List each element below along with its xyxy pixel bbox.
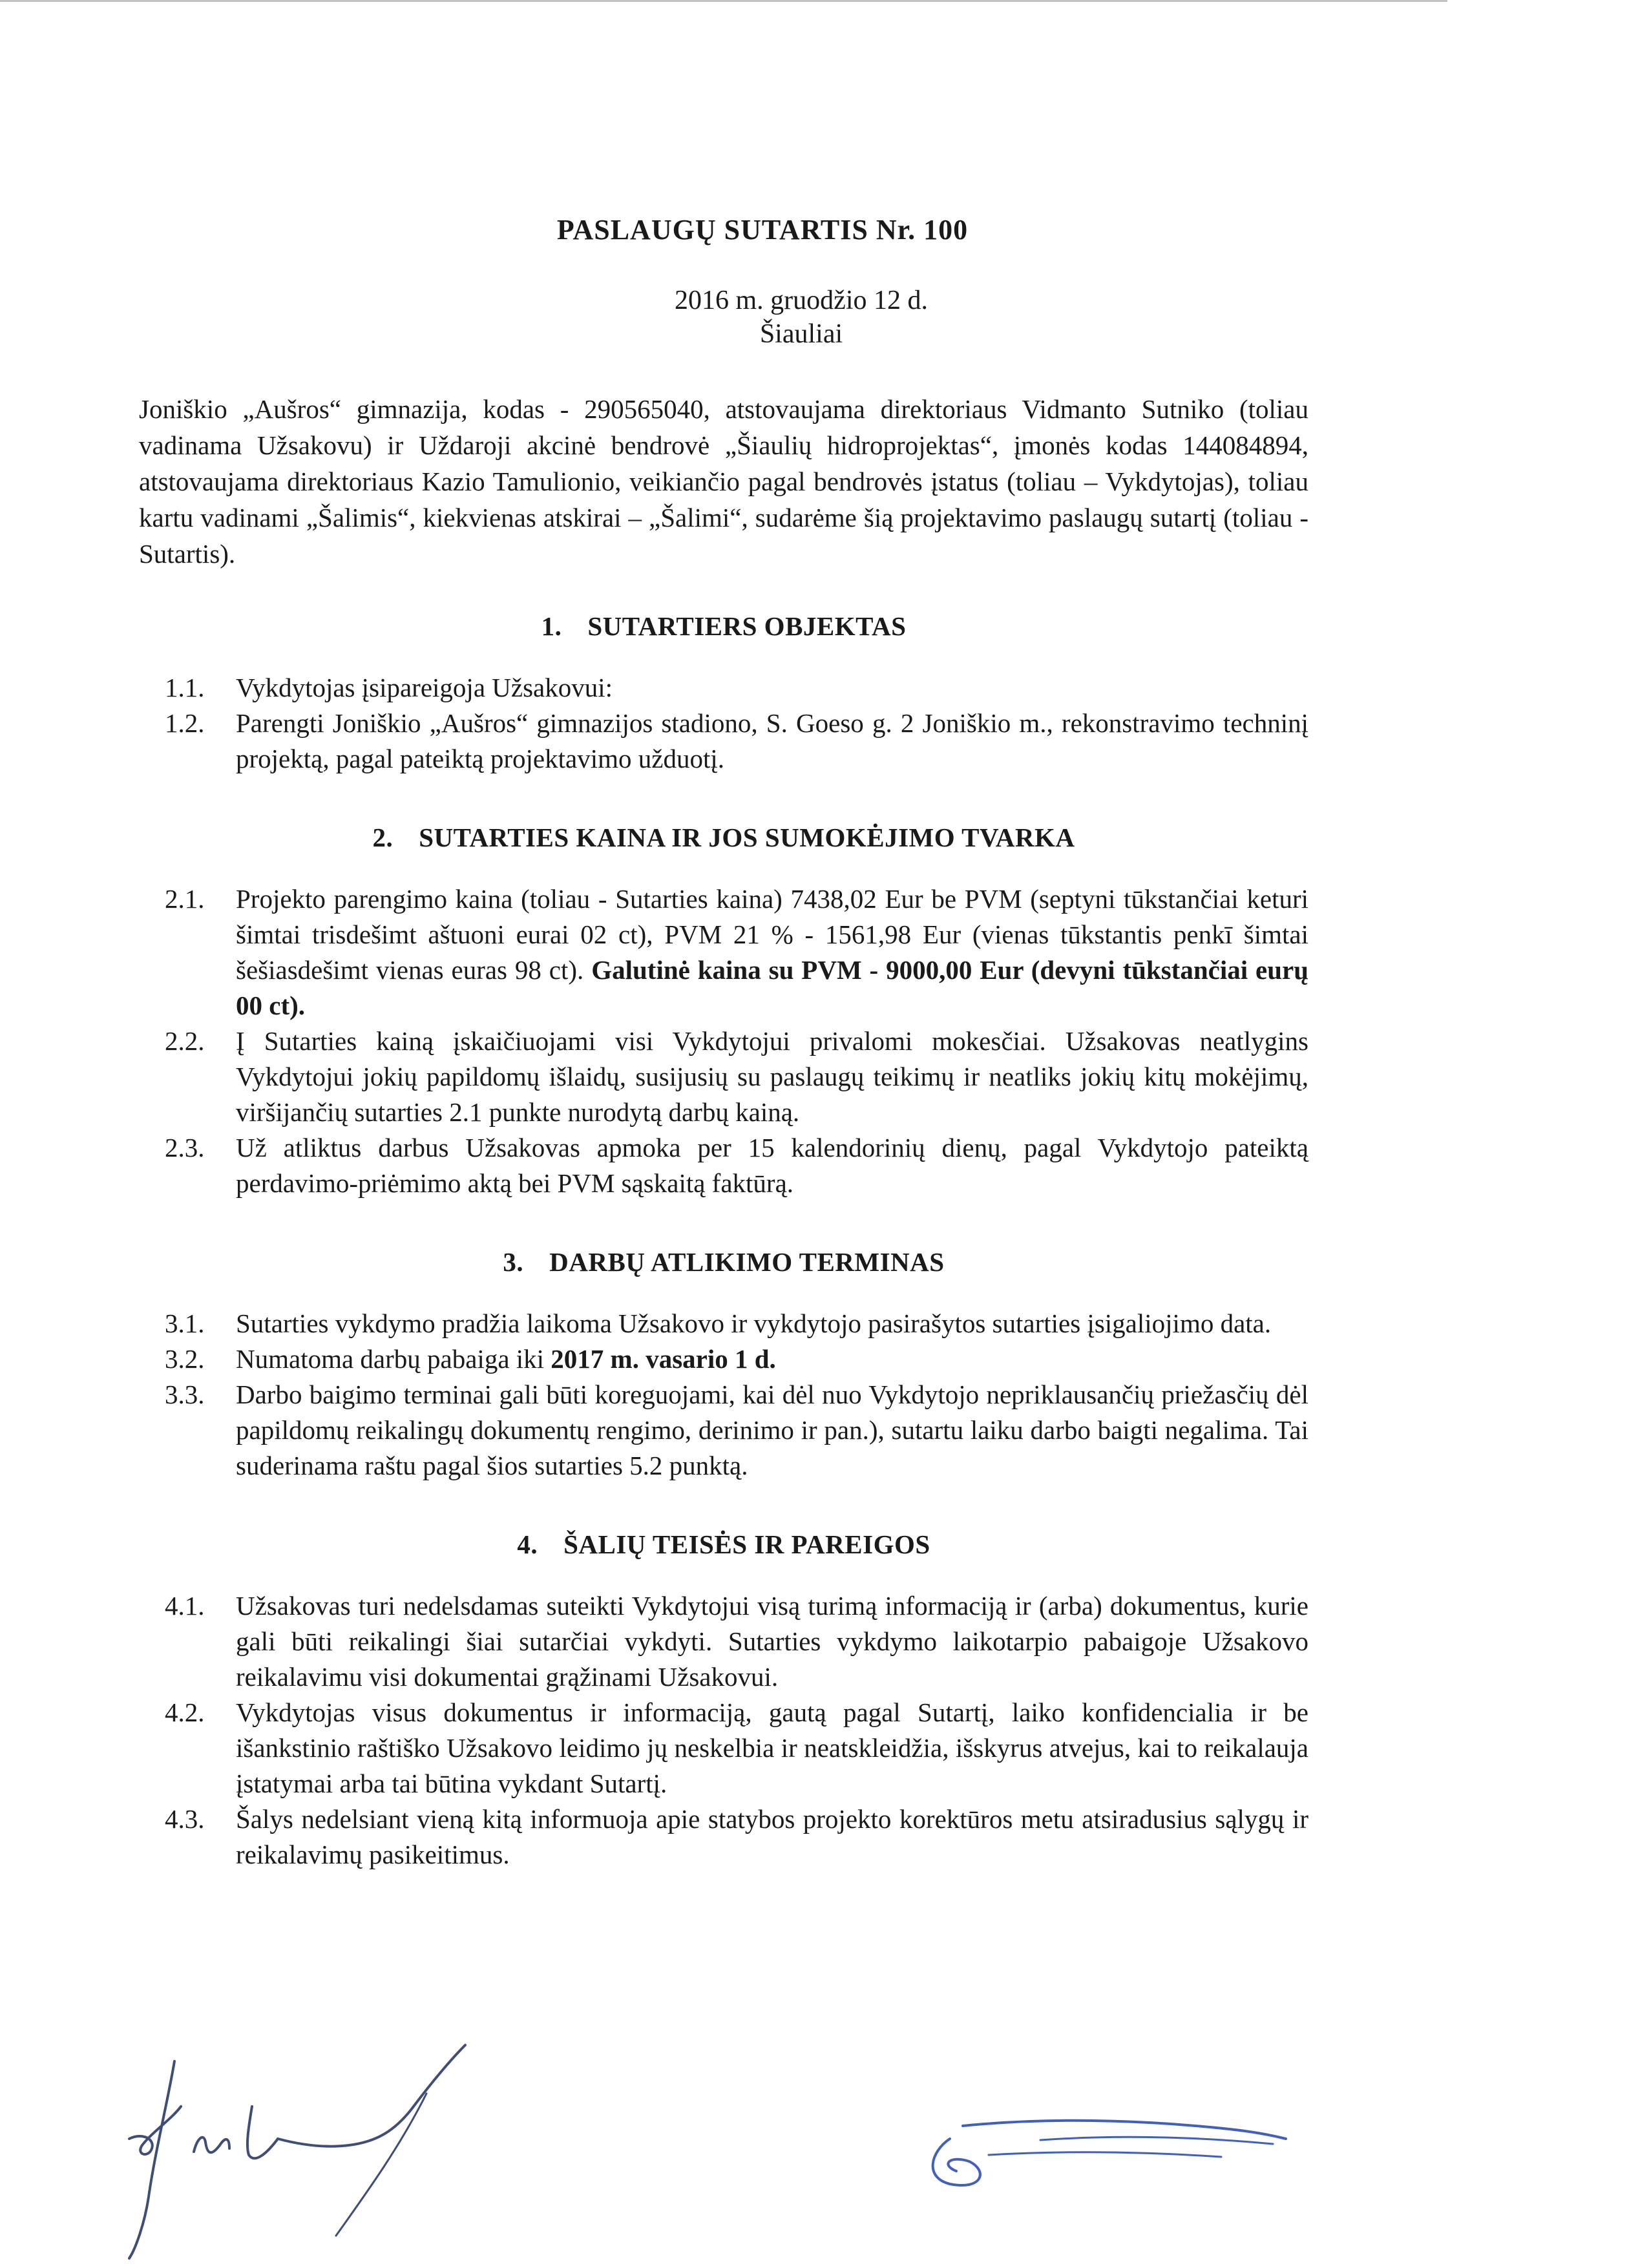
clause-4-1 bbox=[139, 1588, 1308, 1695]
clause-number: 1.1. bbox=[165, 673, 205, 702]
clause-3-1 bbox=[139, 1306, 1308, 1341]
clause-bold-text: Galutinė kaina su PVM - 9000,00 Eur (devyni tūkstančiai eurų 00 ct). bbox=[236, 955, 1309, 1020]
signature-right bbox=[911, 2100, 1312, 2203]
section-heading-1 bbox=[139, 611, 1308, 642]
clause-text-wrapper bbox=[236, 881, 1308, 1024]
clause-1-2 bbox=[139, 706, 1308, 777]
clause-text: Į Sutarties kainą įskaičiuojami visi Vykdytojui privalomi mokesčiai. Užsakovas neatlygins Vykdytojui jokių papildomų išlaidų, susijusių su paslaugų teikimų ir neatliks jokių kitų mokėjimų, viršijančių sutarties 2.1 punkte nurodytą darbų kainą. bbox=[236, 1026, 1308, 1127]
clause-1-1 bbox=[139, 670, 1308, 706]
clause-text: Šalys nedelsiant vieną kitą informuoja apie statybos projekto korektūros metu atsiradusius sąlygų ir reikalavimų pasikeitimus. bbox=[236, 1804, 1308, 1869]
clause-3-2 bbox=[139, 1341, 1308, 1377]
clause-bold-text: 2017 m. vasario 1 d. bbox=[551, 1344, 776, 1374]
signature-left bbox=[90, 2042, 491, 2262]
section-number: 4. bbox=[517, 1529, 538, 1559]
document-place: Šiauliai bbox=[759, 319, 843, 349]
clause-2-2 bbox=[139, 1024, 1308, 1130]
clause-text: Parengti Joniškio „Aušros“ gimnazijos stadiono, S. Goeso g. 2 Joniškio m., rekonstravimo techninį projektą, pagal pateiktą projektavimo užduotį. bbox=[236, 708, 1308, 773]
section-4-clauses bbox=[139, 1588, 1308, 1873]
clause-text: Užsakovas turi nedelsdamas suteikti Vykdytojui visą turimą informaciją ir (arba) dokumentus, kurie gali būti reikalingi šiai sutarčiai vykdyti. Sutarties vykdymo laikotarpio pabaigoje Užsakovo reikalavimu visi dokumentai grąžinami Užsakovui. bbox=[236, 1591, 1308, 1692]
document-date: 2016 m. gruodžio 12 d. bbox=[675, 286, 928, 315]
intro-paragraph: Joniškio „Aušros“ gimnazija, kodas - 290565040, atstovaujama direktoriaus Vidmanto Sutniko (toliau vadinama Užsakovu) ir Uždaroji akcinė bendrovė „Šiaulių hidroprojektas“, įmonės kodas 144084894, atstovaujama direktoriaus Kazio Tamulionio, veikiančio pagal bendrovės įstatus (toliau – Vykdytojas), toliau kartu vadinami „Šalimis“, kiekvienas atskirai – „Šalimi“, sudarėme šią projektavimo paslaugų sutartį (toliau -Sutartis). bbox=[139, 394, 1308, 569]
section-1-clauses bbox=[139, 670, 1308, 777]
clause-number: 4.2. bbox=[165, 1697, 205, 1727]
section-number: 1. bbox=[541, 611, 562, 641]
contract-document bbox=[139, 213, 1308, 1918]
document-title: PASLAUGŲ SUTARTIS Nr. 100 bbox=[556, 214, 969, 246]
section-title: SUTARTIERS OBJEKTAS bbox=[587, 611, 907, 641]
section-title: ŠALIŲ TEISĖS IR PAREIGOS bbox=[563, 1529, 930, 1559]
section-heading-2 bbox=[139, 822, 1308, 853]
clause-3-3 bbox=[139, 1377, 1308, 1484]
clause-text: Projekto parengimo kaina (toliau - Sutarties kaina) 7438,02 Eur be PVM (septyni tūkstančiai keturi šimtai trisdešimt aštuoni eurai 02 ct), PVM 21 % - 1561,98 Eur (vienas tūkstantis penkī šimtai šešiasdešimt vienas euras 98 ct). bbox=[236, 884, 1308, 985]
clause-number: 2.2. bbox=[165, 1026, 205, 1056]
clause-number: 4.1. bbox=[165, 1591, 205, 1621]
clause-number: 3.3. bbox=[165, 1380, 205, 1409]
clause-4-3 bbox=[139, 1801, 1308, 1873]
clause-2-3 bbox=[139, 1130, 1308, 1201]
section-heading-3 bbox=[139, 1246, 1308, 1277]
clause-number: 3.2. bbox=[165, 1344, 205, 1374]
clause-number: 3.1. bbox=[165, 1308, 205, 1338]
clause-text: Numatoma darbų pabaiga iki bbox=[236, 1344, 545, 1374]
clause-number: 1.2. bbox=[165, 708, 205, 738]
clause-text: Vykdytojas įsipareigoja Užsakovui: bbox=[236, 673, 613, 702]
clause-text: Vykdytojas visus dokumentus ir informaciją, gautą pagal Sutartį, laiko konfidencialia ir be išankstinio raštiško Užsakovo leidimo jų neskelbia ir neatskleidžia, išskyrus atvejus, kai to reikalauja įstatymai arba tai būtina vykdant Sutartį. bbox=[236, 1697, 1308, 1798]
clause-text: Sutarties vykdymo pradžia laikoma Užsakovo ir vykdytojo pasirašytos sutarties įsigaliojimo data. bbox=[236, 1308, 1272, 1338]
clause-number: 2.1. bbox=[165, 884, 205, 914]
clause-4-2 bbox=[139, 1695, 1308, 1801]
section-number: 3. bbox=[503, 1247, 524, 1277]
section-3-clauses bbox=[139, 1306, 1308, 1484]
clause-text: Už atliktus darbus Užsakovas apmoka per 15 kalendorinių dienų, pagal Vykdytojo pateiktą perdavimo-priėmimo aktą bei PVM sąskaitą faktūrą. bbox=[236, 1133, 1308, 1198]
section-heading-4 bbox=[139, 1529, 1308, 1560]
section-title: SUTARTIES KAINA IR JOS SUMOKĖJIMO TVARKA bbox=[419, 823, 1075, 852]
clause-number: 2.3. bbox=[165, 1133, 205, 1162]
section-number: 2. bbox=[372, 823, 394, 852]
scan-edge-line bbox=[0, 0, 1447, 6]
clause-2-1 bbox=[139, 881, 1308, 1024]
clause-text-wrapper bbox=[236, 1341, 1308, 1377]
clause-number: 4.3. bbox=[165, 1804, 205, 1834]
clause-text: Darbo baigimo terminai gali būti koreguojami, kai dėl nuo Vykdytojo nepriklausančių priežasčių dėl papildomų reikalingų dokumentų rengimo, derinimo ir pan.), sutartu laiku darbo baigti negalima. Tai suderinama raštu pagal šios sutarties 5.2 punktą. bbox=[236, 1380, 1308, 1480]
section-title: DARBŲ ATLIKIMO TERMINAS bbox=[549, 1247, 945, 1277]
section-2-clauses bbox=[139, 881, 1308, 1201]
